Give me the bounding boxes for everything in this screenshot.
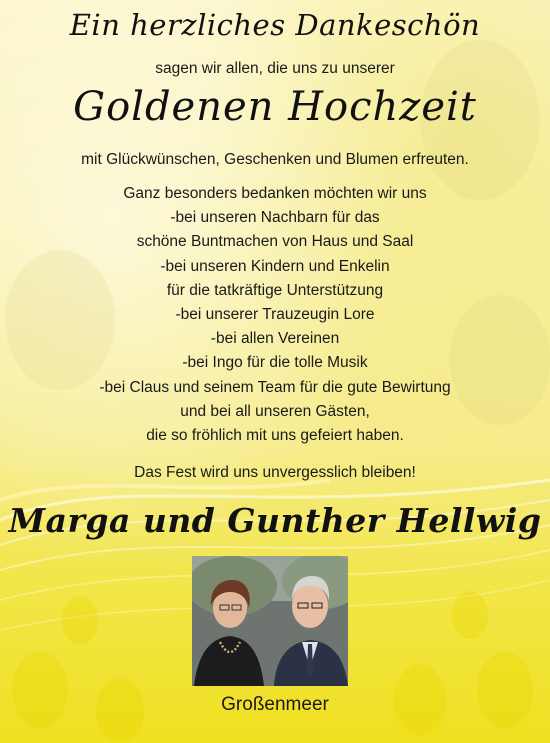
thanks-line: -bei Ingo für die tolle Musik	[182, 354, 368, 372]
heading: Ein herzliches Dankeschön	[69, 8, 481, 42]
guests-line: und bei all unseren Gästen,	[180, 403, 370, 420]
thanks-line: -bei unseren Nachbarn für das	[170, 209, 380, 227]
occasion-title: Goldenen Hochzeit	[73, 84, 477, 130]
thanks-line: schöne Buntmachen von Haus und Saal	[136, 233, 414, 251]
closing-text: Das Fest wird uns unvergesslich bleiben!	[134, 464, 416, 481]
signature: Marga und Gunther Hellwig	[8, 501, 542, 540]
thanks-line: -bei unseren Kindern und Enkelin	[160, 257, 390, 275]
thanks-line: Ganz besonders bedanken möchten wir uns	[123, 185, 427, 202]
thanks-line: -bei unserer Trauzeugin Lore	[175, 306, 375, 324]
couple-photo-illustration	[192, 556, 348, 686]
thanks-line: für die tatkräftige Unterstützung	[166, 281, 384, 299]
guests-line: die so fröhlich mit uns gefeiert haben.	[146, 427, 404, 444]
thanks-line: -bei allen Vereinen	[210, 330, 340, 348]
thanks-list	[0, 182, 550, 400]
intro-text: sagen wir allen, die uns zu unserer	[155, 60, 395, 77]
place-name: Großenmeer	[221, 694, 329, 715]
couple-photo	[192, 556, 348, 686]
reason-text: mit Glückwünschen, Geschenken und Blumen erfreuten.	[81, 151, 469, 168]
thanks-line: -bei Claus und seinem Team für die gute Bewirtung	[99, 378, 451, 396]
guests-text	[0, 400, 550, 448]
